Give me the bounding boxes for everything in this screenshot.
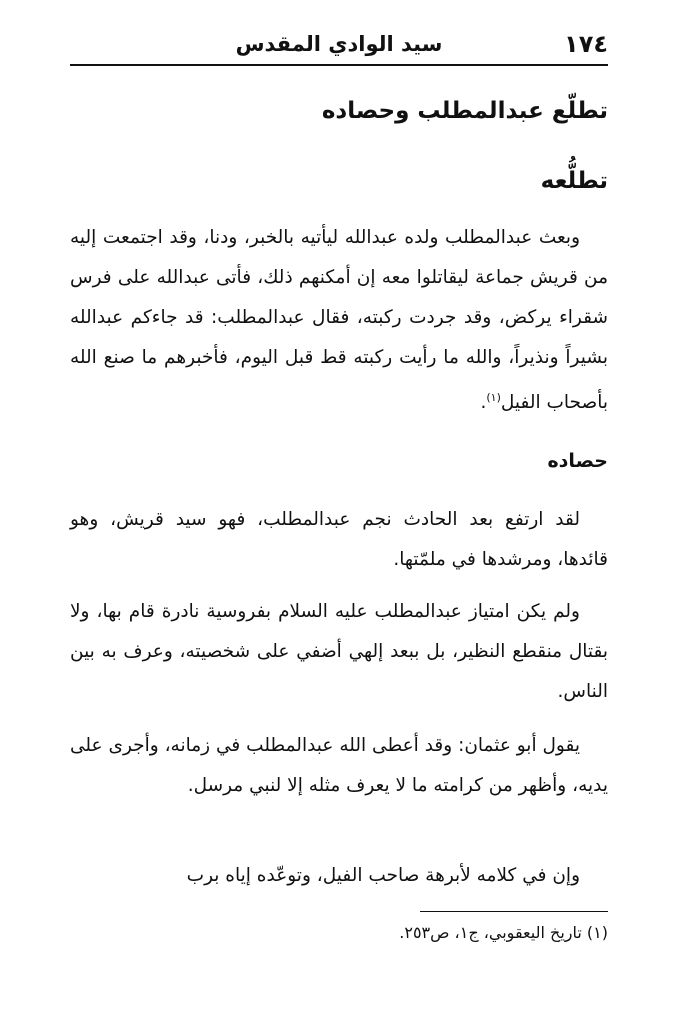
page-number: ١٧٤ xyxy=(564,30,608,58)
paragraph-4: يقول أبو عثمان: وقد أعطى الله عبدالمطلب في زمانه، وأجرى على يديه، وأظهر من كرامته ما لا يعرف مثله إلا لنبي مرسل. xyxy=(70,735,608,796)
footnote-reference: (١) xyxy=(486,391,501,404)
subsection-heading-aspiration: تطلُّعه xyxy=(540,168,608,194)
paragraph-2: لقد ارتفع بعد الحادث نجم عبدالمطلب، فهو سيد قريش، وهو قائدها، ومرشدها في ملمّتها. xyxy=(70,509,608,570)
section-heading: تطلّع عبدالمطلب وحصاده xyxy=(321,98,608,124)
footnote: (١) تاريخ اليعقوبي، ج١، ص٢٥٣. xyxy=(399,923,608,942)
paragraph-5: وإن في كلامه لأبرهة صاحب الفيل، وتوعّده إياه برب xyxy=(186,865,580,886)
subsection-heading-harvest: حصاده xyxy=(547,450,608,472)
paragraph-1-text: وبعث عبدالمطلب ولده عبدالله ليأتيه بالخبر، ودنا، وقد اجتمعت إليه من قريش جماعة ليقاتلوا معه إن أمكنهم ذلك، فأتى عبدالله على فرس شقراء يركض، وقد جردت ركبته، فقال عبدالمطلب: قد جاءكم عبدالله بشيراً ونذيراً، والله ما رأيت ركبته قط قبل اليوم، فأخبرهم ما صنع الله بأصحاب الفيل xyxy=(70,227,608,414)
running-header xyxy=(70,28,608,66)
footnote-divider xyxy=(420,911,608,912)
paragraph-1-end: . xyxy=(480,392,487,414)
book-title: سيد الوادي المقدس xyxy=(235,32,443,56)
paragraph-3: ولم يكن امتياز عبدالمطلب عليه السلام بفروسية نادرة قام بها، ولا بقتال منقطع النظير، بل ببعد إلهي أضفي على شخصيته، وعرف به بين الناس. xyxy=(70,601,608,702)
paragraph-1 xyxy=(70,218,608,423)
